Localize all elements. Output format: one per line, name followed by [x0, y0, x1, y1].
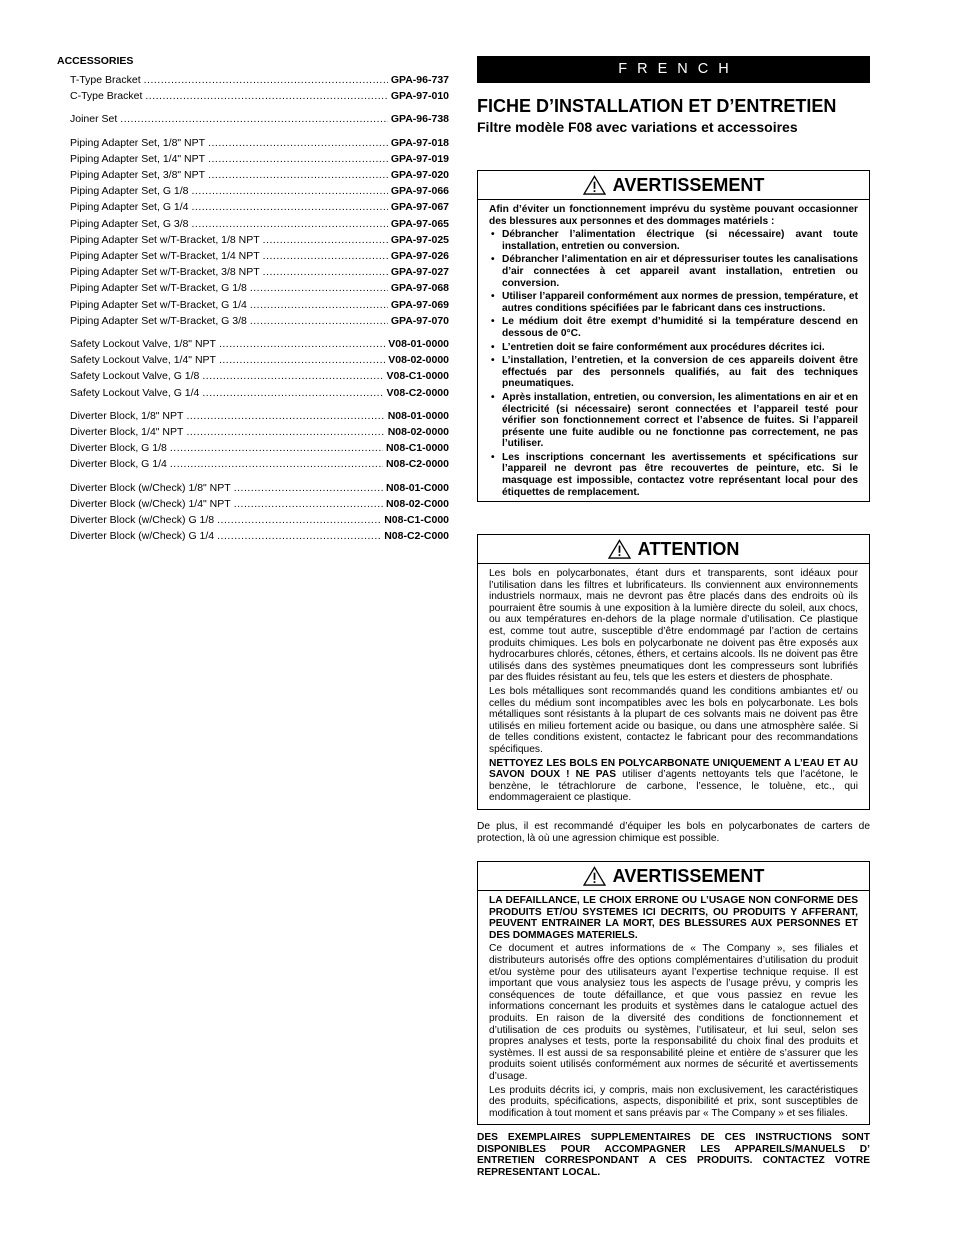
caution-paragraph-3-bold: NETTOYEZ LES BOLS EN POLYCARBONATE UNIQUEMENT A L’EAU ET AU SAVON DOUX ! NE PAS: [489, 757, 858, 781]
accessory-group: [57, 72, 449, 104]
accessory-row: [57, 352, 449, 368]
accessory-label: Diverter Block (w/Check) G 1/4: [70, 530, 215, 543]
accessory-label: Piping Adapter Set w/T-Bracket, 1/4 NPT: [70, 250, 260, 263]
accessory-label: Diverter Block, 1/4" NPT: [70, 426, 184, 439]
accessory-label: Safety Lockout Valve, 1/8" NPT: [70, 338, 216, 351]
warning-triangle-icon: [583, 175, 606, 195]
accessory-row: [57, 72, 449, 88]
accessory-part-number: GPA-97-066: [390, 185, 449, 198]
accessory-row: [57, 496, 449, 512]
accessory-row: [57, 167, 449, 183]
accessory-part-number: GPA-96-737: [390, 74, 449, 86]
accessory-part-number: V08-02-0000: [388, 354, 449, 367]
accessory-row: [57, 440, 449, 456]
accessory-part-number: V08-C1-0000: [386, 370, 449, 383]
accessory-label: Diverter Block, G 1/4: [70, 458, 167, 471]
accessory-label: C-Type Bracket: [70, 90, 143, 103]
accessory-row: [57, 297, 449, 313]
accessories-list: [57, 55, 449, 551]
accessory-row: [57, 151, 449, 167]
dot-leader: [234, 480, 383, 496]
accessory-group: [57, 408, 449, 473]
accessory-row: [57, 183, 449, 199]
accessory-row: [57, 199, 449, 215]
accessory-part-number: N08-01-C000: [385, 481, 449, 494]
dot-leader: [250, 280, 388, 296]
caution-paragraph-1: Les bols en polycarbonates, étant durs et transparents, sont idéaux pour l’utilisation dans les filtres et lubrificateurs. Ils conviennent aux environnements industriels normaux, mais ne devront pas être placés dans des endroits où ils pourraient être soumis à une exposition à la lumière directe du soleil, aux chocs, ou aux températures en-dehors de la plage normale d’utilisation. Ce plastique est, comme tout autre, susceptible d’être endommagé par l’action de certains produits chimiques. Les bols en polycarbonate ne doivent pas être exposés aux hydrocarbures chlorés, cétones, éthers, et certains alcools. Ils ne doivent pas être utilisés dans des systèmes pneumatiques dont les compresseurs sont lubrifiés par des fluides résistant au feu, tels que les esters et diesters de phosphate.: [489, 568, 858, 684]
warning-box-2-body: [478, 891, 869, 1124]
dot-leader: [250, 313, 388, 329]
accessory-part-number: GPA-97-065: [390, 217, 449, 230]
accessory-row: [57, 135, 449, 151]
accessory-row: [57, 480, 449, 496]
accessory-label: Piping Adapter Set, G 1/8: [70, 185, 189, 198]
caution-paragraph-3: [489, 758, 858, 804]
accessories-title: ACCESSORIES: [57, 55, 134, 67]
accessory-row: [57, 313, 449, 329]
warning-box-1-body: [478, 200, 869, 501]
dot-leader: [120, 111, 388, 127]
accessory-group: [57, 480, 449, 545]
accessory-row: [57, 111, 449, 127]
dot-leader: [144, 72, 388, 88]
accessory-label: Safety Lockout Valve, 1/4" NPT: [70, 354, 216, 367]
dot-leader: [217, 512, 381, 528]
footer-note: DES EXEMPLAIRES SUPPLEMENTAIRES DE CES INSTRUCTIONS SONT DISPONIBLES POUR ACCOMPAGNER LES APPAREILS/MANUELS D’ ENTRETIEN CORRESPONDANT A CES PRODUITS. CONTACTEZ VOTRE REPRESENTANT LOCAL.: [477, 1132, 870, 1178]
dot-leader: [219, 352, 385, 368]
warning-box-2-paragraph-1: LA DEFAILLANCE, LE CHOIX ERRONE OU L’USAGE NON CONFORME DES PRODUITS ET/OU SYSTEMES ICI DECRITS, OU PRODUITS Y AFFERANT, PEUVENT ENTRAINER LA MORT, DES BLESSURES AUX PERSONNES ET DES DOMMAGES MATERIELS.: [489, 895, 858, 941]
accessory-row: [57, 424, 449, 440]
accessory-part-number: N08-01-0000: [387, 409, 449, 422]
accessory-row: [57, 528, 449, 544]
accessory-label: Piping Adapter Set w/T-Bracket, G 1/8: [70, 282, 247, 295]
dot-leader: [217, 528, 381, 544]
accessory-row: [57, 456, 449, 472]
accessory-label: Diverter Block, G 1/8: [70, 442, 167, 455]
accessory-row: [57, 512, 449, 528]
accessory-row: [57, 385, 449, 401]
accessories-groups: [57, 72, 449, 544]
warning-box-2-header: [478, 862, 869, 891]
document-subtitle: Filtre modèle F08 avec variations et accessoires: [477, 119, 798, 135]
accessory-row: [57, 336, 449, 352]
warning-box-1-heading: AVERTISSEMENT: [612, 174, 765, 195]
accessory-row: [57, 368, 449, 384]
caution-box: [477, 534, 870, 810]
accessory-row: [57, 88, 449, 104]
accessory-part-number: N08-02-0000: [387, 426, 449, 439]
accessory-part-number: GPA-96-738: [390, 113, 449, 126]
warning-list-item: • L’entretien doit se faire conformément aux procédures décrites ici.: [489, 342, 858, 354]
accessory-label: Diverter Block (w/Check) 1/4" NPT: [70, 497, 231, 510]
warning-list-item: • Après installation, entretien, ou conversion, les alimentations en air et en électricité (si nécessaire) seront connectées et l’appareil testé pour vérifier son fonctionnement correct et l’absence de fuites. Si l’appareil présente une fuite audible ou ne fonctionne pas correctement, ne pas l’utiliser.: [489, 392, 858, 450]
accessory-label: Piping Adapter Set w/T-Bracket, 3/8 NPT: [70, 266, 260, 279]
dot-leader: [208, 167, 388, 183]
accessory-label: Piping Adapter Set, 1/4" NPT: [70, 152, 206, 165]
accessory-row: [57, 232, 449, 248]
accessory-part-number: GPA-97-067: [390, 201, 449, 214]
warning-list-item: • Les inscriptions concernant les avertissements et spécifications sur l’appareil ne devront pas être recouvertes de peinture, etc. Si le masquage est impossible, contactez votre représentant local pour des étiquettes de remplacement.: [489, 452, 858, 498]
accessory-group: [57, 111, 449, 127]
accessory-label: Piping Adapter Set, G 3/8: [70, 217, 189, 230]
accessory-label: Safety Lockout Valve, G 1/4: [70, 386, 200, 399]
accessory-part-number: N08-02-C000: [385, 497, 449, 510]
caution-paragraph-3-rest: utiliser d’agents nettoyants tels que l’acétone, le benzène, le tétrachlorure de carbone, l’essence, le toluène, etc., qui endommageraient ce plastique.: [489, 769, 859, 804]
dot-leader: [170, 440, 383, 456]
accessory-label: Piping Adapter Set, 3/8" NPT: [70, 169, 206, 182]
warning-box-1: [477, 170, 870, 502]
accessory-group: [57, 135, 449, 329]
accessory-label: Piping Adapter Set w/T-Bracket, 1/8 NPT: [70, 233, 260, 246]
dot-leader: [192, 183, 388, 199]
caution-followup-text: De plus, il est recommandé d’équiper les bols en polycarbonates de carters de protection, là où une agression chimique est possible.: [477, 821, 870, 844]
accessory-part-number: N08-C2-0000: [385, 458, 449, 471]
dot-leader: [234, 496, 383, 512]
accessory-group: [57, 336, 449, 401]
accessory-part-number: V08-01-0000: [388, 338, 449, 351]
accessory-label: Safety Lockout Valve, G 1/8: [70, 370, 200, 383]
warning-box-1-header: [478, 171, 869, 200]
accessory-label: Piping Adapter Set, 1/8" NPT: [70, 136, 206, 149]
accessory-row: [57, 264, 449, 280]
warning-box-2-paragraph-3: Les produits décrits ici, y compris, mais non exclusivement, les caractéristiques des produits, spécifications, aspects, disponibilité et prix, sont susceptibles de modification à tout moment et sans préavis par « The Company » et ses filiales.: [489, 1084, 858, 1119]
dot-leader: [263, 248, 388, 264]
caution-box-body: [478, 564, 869, 809]
dot-leader: [250, 297, 388, 313]
accessory-part-number: GPA-97-010: [390, 90, 449, 103]
dot-leader: [219, 336, 385, 352]
caution-box-header: [478, 535, 869, 564]
language-bar: FRENCH: [477, 56, 870, 83]
accessory-part-number: GPA-97-025: [390, 233, 449, 246]
accessory-label: Piping Adapter Set w/T-Bracket, G 3/8: [70, 314, 247, 327]
warning-list-item: • Débrancher l’alimentation en air et dépressuriser toutes les canalisations d’air connectées à cet appareil avant installation, entretien ou conversion.: [489, 254, 858, 289]
accessory-row: [57, 248, 449, 264]
dot-leader: [145, 88, 387, 104]
accessory-row: [57, 408, 449, 424]
accessory-part-number: GPA-97-068: [390, 282, 449, 295]
warning-box-2: [477, 861, 870, 1125]
accessory-part-number: GPA-97-020: [390, 169, 449, 182]
accessory-label: Diverter Block, 1/8" NPT: [70, 409, 184, 422]
accessory-label: Joiner Set: [70, 113, 118, 126]
warning-box-1-list: [489, 229, 858, 498]
dot-leader: [263, 232, 388, 248]
dot-leader: [263, 264, 388, 280]
warning-list-item: • L’installation, l’entretien, et la conversion de ces appareils doivent être effectués par des personnels qualifiés, au fait des techniques pneumatiques.: [489, 355, 858, 390]
dot-leader: [208, 151, 388, 167]
accessory-label: Piping Adapter Set, G 1/4: [70, 201, 189, 214]
accessory-part-number: GPA-97-026: [390, 250, 449, 263]
accessory-label: Diverter Block (w/Check) 1/8" NPT: [70, 481, 231, 494]
caution-paragraph-2: Les bols métalliques sont recommandés quand les conditions ambiantes et/ ou celles du médium sont incompatibles avec les bols en polycarbonate. Les bols métalliques sont résistants à la plupart de ces solvants mais ne doivent pas être utilisés en milieu fortement acide ou basique, ou dans une atmosphère salée. Si de telles conditions existent, contactez le fabricant pour des recommandations spécifiques.: [489, 685, 858, 755]
dot-leader: [208, 135, 388, 151]
accessory-part-number: GPA-97-070: [390, 314, 449, 327]
warning-triangle-icon: [583, 866, 606, 886]
accessory-part-number: N08-C1-0000: [385, 442, 449, 455]
warning-triangle-icon: [608, 539, 631, 559]
dot-leader: [192, 199, 388, 215]
accessory-part-number: GPA-97-069: [390, 298, 449, 311]
warning-list-item: • Utiliser l’appareil conformément aux normes de pression, température, et autres conditions spécifiées par le fabricant dans ces instructions.: [489, 291, 858, 314]
accessory-label: T-Type Bracket: [70, 74, 141, 86]
dot-leader: [186, 408, 384, 424]
warning-list-item: • Le médium doit être exempt d’humidité si la température descend en dessous de 0°C.: [489, 316, 858, 339]
accessory-part-number: GPA-97-019: [390, 152, 449, 165]
dot-leader: [170, 456, 383, 472]
accessory-label: Diverter Block (w/Check) G 1/8: [70, 514, 215, 527]
document-title: FICHE D’INSTALLATION ET D’ENTRETIEN: [477, 96, 837, 116]
dot-leader: [192, 216, 388, 232]
right-column: [477, 56, 870, 1178]
accessory-part-number: V08-C2-0000: [386, 386, 449, 399]
warning-list-item: • Débrancher l’alimentation électrique (si nécessaire) avant toute installation, entretien ou conversion.: [489, 229, 858, 252]
accessory-row: [57, 280, 449, 296]
dot-leader: [202, 368, 383, 384]
caution-box-heading: ATTENTION: [637, 538, 740, 559]
warning-box-1-intro: Afin d’éviter un fonctionnement imprévu du système pouvant occasionner des blessures aux personnes et des dommages matériels :: [489, 204, 858, 227]
warning-box-2-heading: AVERTISSEMENT: [612, 865, 765, 886]
dot-leader: [202, 385, 383, 401]
accessory-part-number: GPA-97-027: [390, 266, 449, 279]
accessory-part-number: N08-C1-C000: [384, 514, 449, 527]
accessory-part-number: N08-C2-C000: [384, 530, 449, 543]
warning-box-2-paragraph-2: Ce document et autres informations de « The Company », ses filiales et distributeurs autorisés offre des options complémentaires d’utilisation du produit et/ou système pour des utilisateurs ayant l’expertise technique requise. Il est important que vous analysiez tous les aspects de l’usage prévu, y compris les conséquences de toute défaillance, et que vous passiez en revue les informations concernant les produits et systèmes dans le catalogue actuel des produits. En raison de la diversité des conditions de fonctionnement et d’utilisation de ces produits ou systèmes, l’utilisateur, et lui seul, selon ses propres analyses et tests, porte la responsabilité du choix final des produits et systèmes. Il est aussi de sa responsabilité pleine et entière de s’assurer que les produits soient utilisés conformément aux normes de sécurité et avertissements d’usage.: [489, 943, 858, 1082]
accessory-part-number: GPA-97-018: [390, 136, 449, 149]
accessory-row: [57, 216, 449, 232]
dot-leader: [186, 424, 384, 440]
accessory-label: Piping Adapter Set w/T-Bracket, G 1/4: [70, 298, 247, 311]
